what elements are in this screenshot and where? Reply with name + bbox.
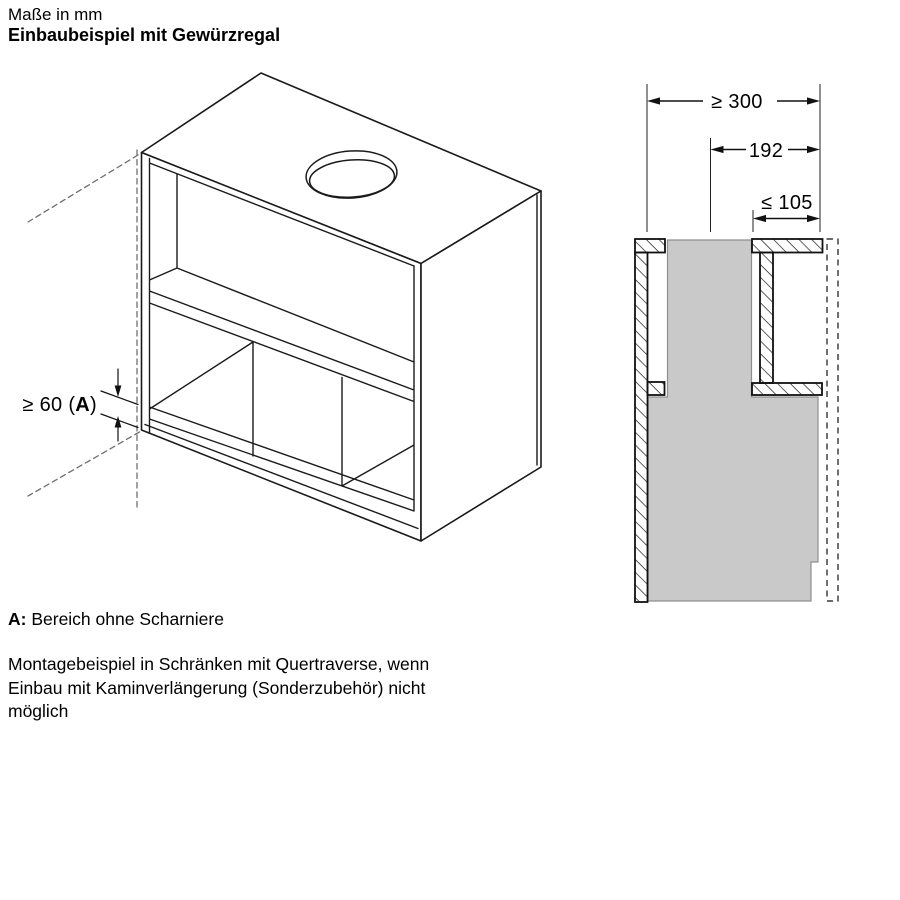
dimension-arrow-left [753,215,766,222]
right-traverse-top-section [752,239,823,253]
cabinet-isometric-drawing [28,73,541,541]
clearance-prefix: ≥ 60 ( [22,394,76,416]
left-side-wall-section [635,253,648,603]
right-traverse-bottom-section [752,383,822,395]
dimension-label-traverse-max: ≤ 105 [761,192,813,214]
right-traverse-wall-section [760,253,773,384]
dimension-label-min-width: ≥ 300 [711,91,763,113]
dimension-arrow-right [807,215,820,222]
left-top-panel-section [635,239,665,253]
dashed-side-wall-outline [827,239,838,601]
units-note: Maße in mm [8,5,103,24]
footnote-a-text: Bereich ohne Scharniere [26,609,224,629]
mounting-note [8,653,429,724]
clearance-dimension-marks [101,369,138,441]
dashed-reference-lines [28,150,140,507]
footnote-a-key: A: [8,609,27,629]
dimension-arrow-down [115,386,122,398]
page-title: Einbaubeispiel mit Gewürzregal [8,25,281,45]
clearance-key: A [75,394,91,416]
footnote-a [8,609,224,630]
left-shelf-tab-section [648,382,665,395]
mounting-note-line: möglich [8,701,69,721]
dimension-label-center-to-wall: 192 [748,140,784,162]
cabinet-outer-faces [142,73,542,541]
clearance-suffix: ) [90,394,97,416]
mounting-note-line: Einbau mit Kaminverlängerung (Sonderzubehör) nicht [8,677,426,698]
dimension-arrow-up [115,416,122,428]
mounting-note-line: Montagebeispiel in Schränken mit Quertraverse, wenn [8,654,430,674]
appliance-silhouette-shaded [648,240,818,601]
dimension-label-hinge-clearance [0,393,97,417]
